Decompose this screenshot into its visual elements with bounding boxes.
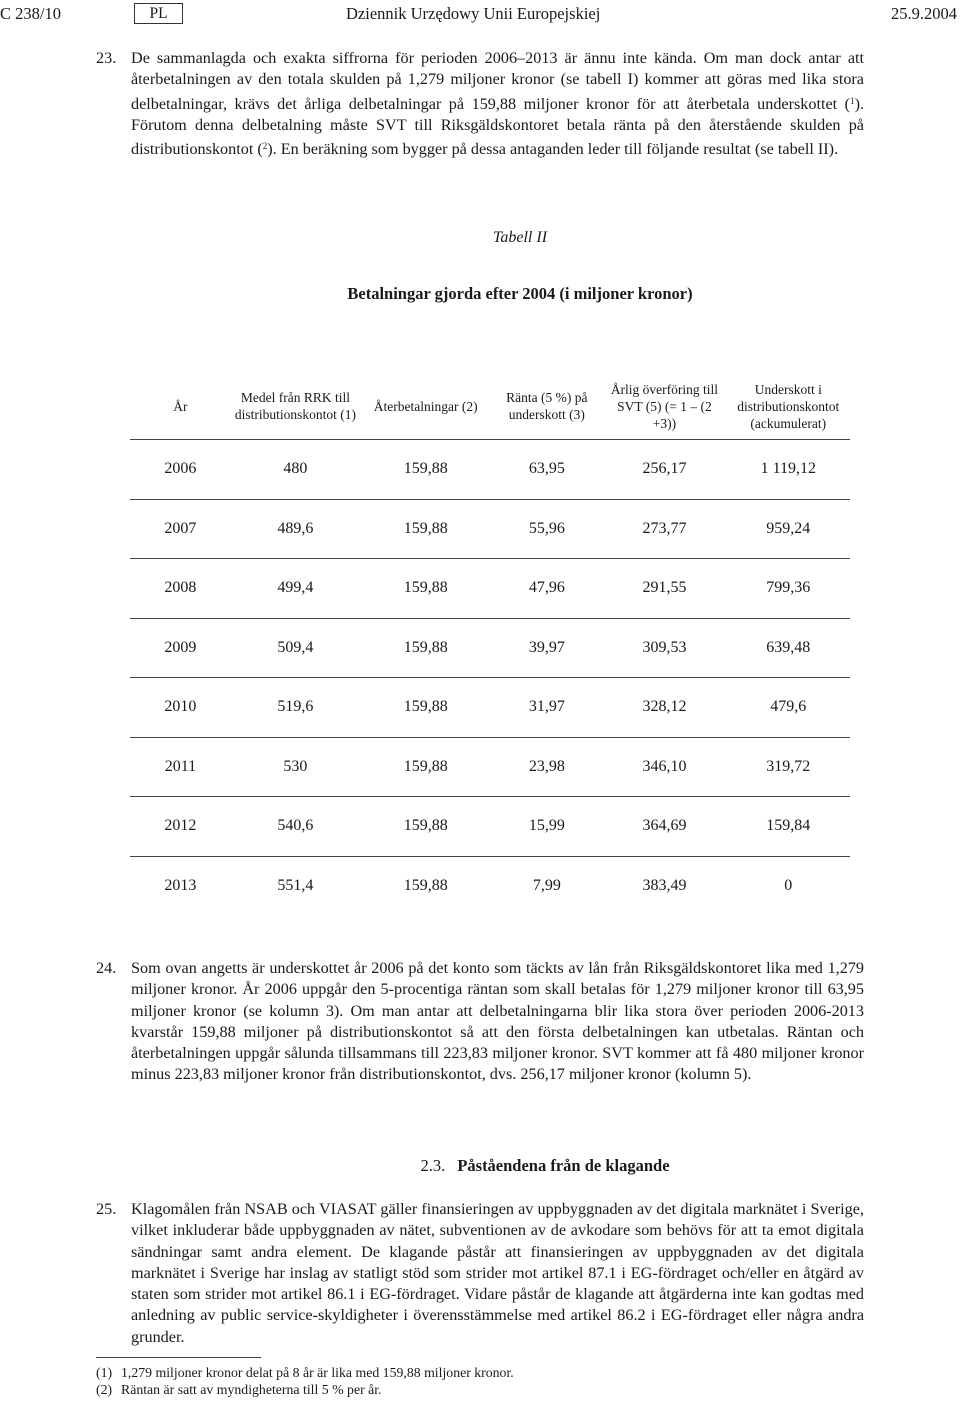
table-row [130, 559, 850, 619]
cell-annual-transfer: 256,17 [602, 440, 726, 500]
table-row [130, 618, 850, 678]
language-code-box: PL [134, 3, 183, 24]
table-header-row [130, 373, 850, 440]
cell-year: 2010 [130, 678, 231, 738]
paragraph-24 [96, 958, 864, 1086]
page-header [0, 2, 960, 28]
payments-table [130, 373, 850, 915]
paragraph-text: ). Förutom denna delbetalning måste SVT till Riksgäldskontoret betala ränta på den återstående skulden på distributionskontot ( [131, 94, 864, 159]
cell-interest: 55,96 [491, 499, 602, 559]
cell-repayments: 159,88 [360, 440, 491, 500]
paragraph-number: 24. [96, 959, 117, 977]
cell-funds: 519,6 [231, 678, 360, 738]
table-title: Betalningar gjorda efter 2004 (i miljoner kronor) [347, 284, 693, 303]
paragraph-text: ). En beräkning som bygger på dessa antaganden leder till följande resultat (se tabell II). [267, 140, 839, 159]
cell-funds: 540,6 [231, 797, 360, 857]
cell-funds: 489,6 [231, 499, 360, 559]
cell-year: 2009 [130, 618, 231, 678]
cell-annual-transfer: 364,69 [602, 797, 726, 857]
footnote-separator [96, 1357, 261, 1358]
journal-title: Dziennik Urzędowy Unii Europejskiej [346, 4, 601, 23]
cell-repayments: 159,88 [403, 876, 448, 894]
cell-interest: 47,96 [491, 559, 602, 619]
cell-year: 2007 [130, 499, 231, 559]
cell-interest: 15,99 [491, 797, 602, 857]
cell-repayments: 159,88 [360, 499, 491, 559]
cell-year: 2006 [130, 440, 231, 500]
table-row [130, 797, 850, 857]
paragraph-23 [96, 48, 864, 160]
section-number: 2.3. [420, 1156, 446, 1175]
cell-interest: 7,99 [532, 876, 561, 894]
cell-repayments: 159,88 [360, 618, 491, 678]
cell-repayments: 159,88 [360, 737, 491, 797]
cell-deficit: 639,48 [727, 618, 850, 678]
table-caption: Tabell II [492, 229, 548, 246]
column-header-year: År [130, 373, 231, 440]
cell-funds: 530 [231, 737, 360, 797]
cell-deficit: 319,72 [727, 737, 850, 797]
cell-annual-transfer: 383,49 [642, 876, 687, 894]
table-row [130, 737, 850, 797]
column-header-annual-transfer: Årlig överföring till SVT (5) (= 1 – (2 +3)) [602, 373, 726, 440]
cell-funds: 480 [231, 440, 360, 500]
paragraph-number: 23. [96, 49, 117, 67]
cell-repayments: 159,88 [360, 678, 491, 738]
footnote-text: Räntan är satt av myndigheterna till 5 % per år. [121, 1382, 382, 1397]
footnote-ref-2[interactable]: 2 [262, 141, 268, 152]
cell-annual-transfer: 291,55 [602, 559, 726, 619]
footnote-1 [96, 1364, 514, 1381]
paragraph-body [131, 48, 864, 160]
paragraph-body: Som ovan angetts är underskottet år 2006 på det konto som täckts av lån från Riksgäldskontoret lika med 1,279 miljoner kronor. År 2006 uppgår den 5-procentiga räntan som skall betalas för 1,279 miljoner kronor till 63,95 miljoner kronor (se kolumn 3). Om man antar att delbetalningarna blir lika stora över perioden 2006-2013 kvarstår 159,88 miljoner på distributionskontot så att den första delbetalningen kan utbetalas. Räntan och återbetalningen uppgår sålunda tillsammans till 223,83 miljoner kronor. SVT kommer att få 480 miljoner kronor minus 223,83 miljoner kronor från distributionskontot, dvs. 256,17 miljoner kronor (kolumn 5). [131, 959, 864, 1084]
paragraph-number: 25. [96, 1200, 117, 1218]
cell-annual-transfer: 273,77 [602, 499, 726, 559]
cell-deficit: 1 119,12 [727, 440, 850, 500]
column-header-repayments: Återbetalningar (2) [360, 373, 491, 440]
cell-deficit: 0 [784, 876, 793, 894]
table-row [130, 678, 850, 738]
table-row [130, 440, 850, 500]
cell-interest: 39,97 [491, 618, 602, 678]
footnote-text: 1,279 miljoner kronor delat på 8 år är lika med 159,88 miljoner kronor. [121, 1365, 514, 1380]
cell-annual-transfer: 328,12 [602, 678, 726, 738]
section-title: Påståendena från de klagande [457, 1156, 670, 1175]
table-row [130, 856, 850, 915]
cell-interest: 63,95 [491, 440, 602, 500]
page-reference: C 238/10 [0, 4, 61, 23]
cell-year: 2012 [130, 797, 231, 857]
table-row [130, 499, 850, 559]
cell-year: 2008 [130, 559, 231, 619]
cell-repayments: 159,88 [360, 797, 491, 857]
column-header-funds: Medel från RRK till distributionskontot (1) [231, 373, 360, 440]
cell-deficit: 159,84 [727, 797, 850, 857]
table-body [130, 440, 850, 916]
cell-deficit: 959,24 [727, 499, 850, 559]
cell-annual-transfer: 346,10 [602, 737, 726, 797]
cell-interest: 31,97 [491, 678, 602, 738]
column-header-deficit: Underskott i distributionskontot (ackumulerat) [727, 373, 850, 440]
publication-date: 25.9.2004 [891, 4, 957, 23]
section-heading [0, 1156, 960, 1176]
cell-year: 2013 [164, 876, 197, 894]
cell-annual-transfer: 309,53 [602, 618, 726, 678]
cell-funds: 551,4 [277, 876, 314, 894]
cell-funds: 509,4 [231, 618, 360, 678]
paragraph-25 [96, 1199, 864, 1348]
footnote-2 [96, 1381, 382, 1398]
column-header-interest: Ränta (5 %) på underskott (3) [491, 373, 602, 440]
footnote-mark: (2) [96, 1382, 113, 1397]
paragraph-body: Klagomålen från NSAB och VIASAT gäller finansieringen av uppbyggnaden av det digitala marknätet i Sverige, vilket inkluderar både uppbyggnaden av nätet, subventionen av de avkodare som behövs för att ta emot digitala sändningar samt andra element. De klagande påstår att finansieringen av uppbyggnaden av det digitala marknätet i Sverige har inslag av statligt stöd som strider mot artikel 87.1 i EG-fördraget och/eller en åtgärd av staten som strider mot artikel 86.1 i EG-fördraget. Vidare påstår de klagande att åtgärderna inte kan godtas med anledning av public service-skyldigheter i överensstämmelse med artikel 86.2 i EG-fördraget eller några andra grunder. [131, 1200, 864, 1346]
cell-funds: 499,4 [231, 559, 360, 619]
cell-interest: 23,98 [491, 737, 602, 797]
paragraph-text: De sammanlagda och exakta siffrorna för perioden 2006–2013 är ännu inte kända. Om man dock antar att återbetalningen av den totala skulden på 1,279 miljoner kronor (se tabell I) kommer att göras med lika stora delbetalningar, krävs det årliga delbetalningar på 159,88 miljoner kronor för att återbetala underskottet ( [131, 49, 864, 113]
cell-year: 2011 [130, 737, 231, 797]
cell-deficit: 799,36 [727, 559, 850, 619]
cell-repayments: 159,88 [360, 559, 491, 619]
footnote-mark: (1) [96, 1365, 113, 1380]
footnote-ref-1[interactable]: 1 [850, 95, 855, 106]
cell-deficit: 479,6 [727, 678, 850, 738]
